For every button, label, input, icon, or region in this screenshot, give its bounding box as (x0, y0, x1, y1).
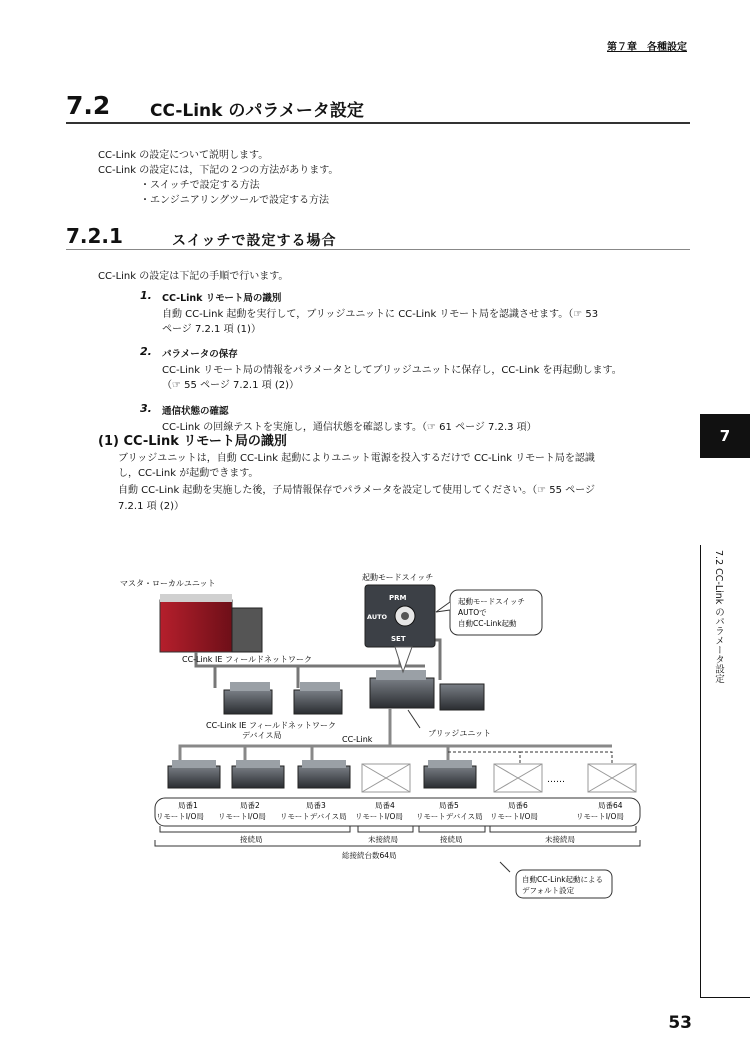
callout-line-3: 自動CC-Link起動 (458, 619, 517, 628)
side-rule-bottom (700, 997, 750, 998)
switch-prm: PRM (389, 594, 407, 602)
default-note-line-2: デフォルト設定 (522, 886, 575, 895)
extension-unit (440, 684, 484, 710)
bridge-label: ブリッジユニット (428, 729, 492, 738)
startup-mode-switch (365, 585, 435, 647)
station-5 (424, 760, 476, 788)
sub1-line-2: し，CC-Link が起動できます。 (118, 468, 259, 479)
intro-line-2: CC-Link の設定には，下記の２つの方法があります。 (98, 165, 339, 176)
station-1-no: 局番1 (178, 801, 198, 810)
step-3-number: 3. (140, 402, 152, 415)
step-1-body-2: ページ 7.2.1 項 (1)） (162, 324, 261, 335)
intro-line-1: CC-Link の設定について説明します。 (98, 150, 269, 161)
step-1-number: 1. (140, 289, 152, 302)
section-number: 7.2 (66, 91, 111, 120)
station-6-type: リモートI/O局 (490, 812, 538, 821)
master-local-unit (160, 594, 262, 652)
station-5-no: 局番5 (439, 801, 459, 810)
sub1-line-3: 自動 CC-Link 起動を実施した後，子局情報保存でパラメータを設定して使用してください。（☞ 55 ページ (118, 485, 595, 496)
ie-device-label-2: デバイス局 (242, 731, 282, 740)
procedure-intro: CC-Link の設定は下記の手順で行います。 (98, 271, 289, 282)
station-1 (168, 760, 220, 788)
station-4-no: 局番4 (375, 801, 395, 810)
switch-auto: AUTO (367, 613, 388, 621)
switch-callout (436, 590, 542, 635)
unconnected-label-2: 未接続局 (545, 835, 575, 844)
switch-set: SET (391, 635, 406, 643)
callout-line-1: 起動モードスイッチ (458, 597, 525, 606)
station-64-no: 局番64 (598, 801, 623, 810)
station-1-type: リモートI/O局 (156, 812, 204, 821)
page-number: 53 (668, 1013, 692, 1033)
section-title: CC-Link のパラメータ設定 (150, 101, 364, 121)
side-section-label: 7.2 CC-Link のパラメータ設定 (713, 550, 724, 684)
step-2-title: パラメータの保存 (162, 349, 238, 360)
master-label: マスタ・ローカルユニット (120, 579, 216, 588)
step-1-title: CC-Link リモート局の識別 (162, 293, 282, 304)
station-2-type: リモートI/O局 (218, 812, 266, 821)
total-label: 総接続台数64局 (342, 851, 397, 860)
ie-device-label-1: CC-Link IE フィールドネットワーク (206, 721, 337, 730)
sub1-heading: (1) CC-Link リモート局の識別 (98, 434, 287, 449)
subsection-title: スイッチで設定する場合 (172, 233, 337, 249)
station-3 (298, 760, 350, 788)
ellipsis: …… (547, 775, 565, 785)
step-2-number: 2. (140, 345, 152, 358)
station-5-type: リモートデバイス局 (416, 812, 483, 821)
chapter-tab: 7 (700, 414, 750, 458)
station-3-no: 局番3 (306, 801, 326, 810)
default-setting-note (516, 870, 612, 898)
bridge-unit (370, 670, 434, 708)
connected-label-1: 接続局 (240, 835, 263, 844)
station-4-unconnected (362, 764, 410, 792)
station-6-unconnected (494, 764, 542, 792)
cclink-label: CC-Link (342, 735, 373, 744)
station-6-no: 局番6 (508, 801, 528, 810)
connected-label-2: 接続局 (440, 835, 463, 844)
ie-device-1 (224, 682, 272, 714)
step-3-title: 通信状態の確認 (162, 406, 229, 417)
station-4-type: リモートI/O局 (355, 812, 403, 821)
station-64-unconnected (588, 764, 636, 792)
unconnected-label-1: 未接続局 (368, 835, 398, 844)
side-rule (700, 545, 701, 997)
station-3-type: リモートデバイス局 (280, 812, 347, 821)
step-2-body-1: CC-Link リモート局の情報をパラメータとしてブリッジユニットに保存し，CC-Link を再起動します。 (162, 365, 622, 376)
callout-line-2: AUTOで (458, 608, 487, 617)
running-header: 第７章 各種設定 (607, 42, 687, 53)
station-2-no: 局番2 (240, 801, 260, 810)
subsection-number: 7.2.1 (66, 224, 123, 248)
step-3-body-1: CC-Link の回線テストを実施し，通信状態を確認します。（☞ 61 ページ 7.2.3 項） (162, 422, 537, 433)
ie-network-label: CC-Link IE フィールドネットワーク (182, 655, 313, 664)
sub1-line-1: ブリッジユニットは，自動 CC-Link 起動によりユニット電源を投入するだけで CC-Link リモート局を認識 (118, 453, 595, 464)
intro-bullet-2: ・エンジニアリングツールで設定する方法 (140, 195, 329, 206)
intro-bullet-1: ・スイッチで設定する方法 (140, 180, 260, 191)
sub1-line-4: 7.2.1 項 (2)） (118, 501, 184, 512)
station-64-type: リモートI/O局 (576, 812, 624, 821)
station-2 (232, 760, 284, 788)
ie-device-2 (294, 682, 342, 714)
step-2-body-2: （☞ 55 ページ 7.2.1 項 (2)） (162, 380, 299, 391)
default-note-line-1: 自動CC-Link起動による (522, 875, 604, 884)
switch-title: 起動モードスイッチ (362, 573, 434, 582)
step-1-body-1: 自動 CC-Link 起動を実行して，ブリッジユニットに CC-Link リモート局を認識させます。（☞ 53 (162, 309, 599, 320)
